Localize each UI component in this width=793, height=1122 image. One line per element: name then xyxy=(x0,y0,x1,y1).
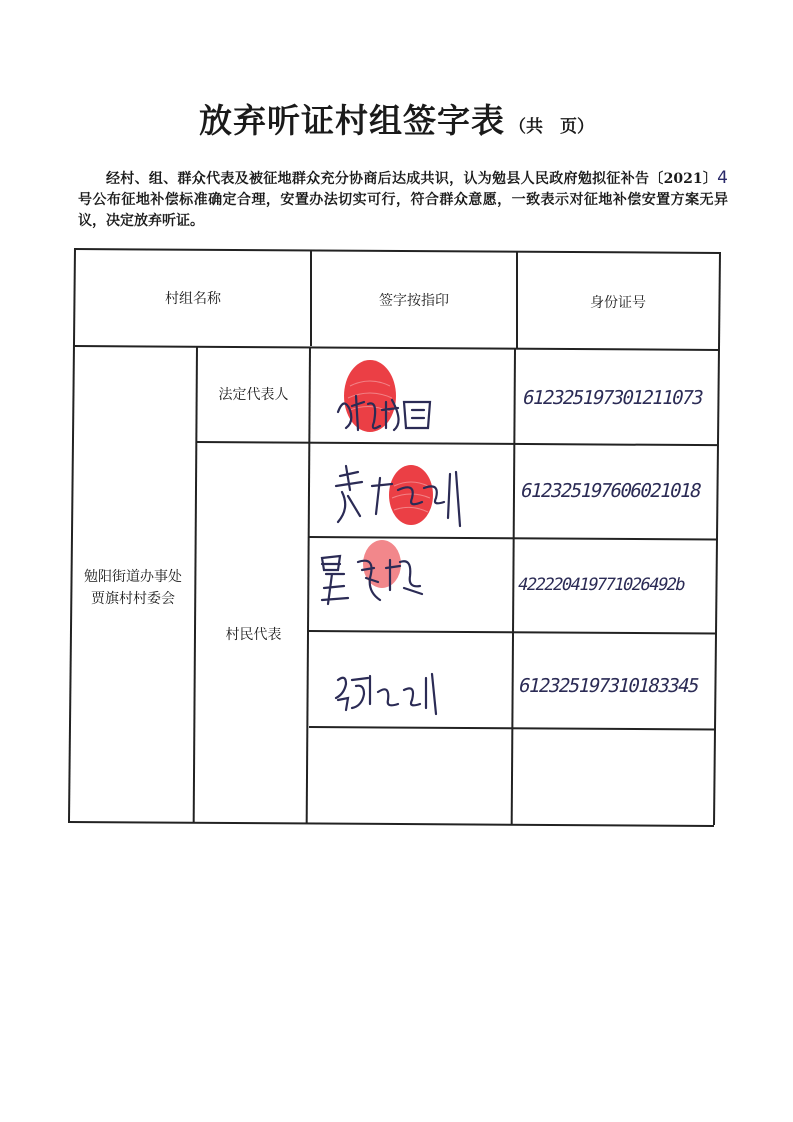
role-legal-representative: 法定代表人 xyxy=(218,387,289,403)
row-line-4 xyxy=(309,726,715,730)
intro-text-part1: 经村、组、群众代表及被征地群众充分协商后达成共识，认为勉县人民政府勉拟征补告〔2021〕 xyxy=(106,171,718,187)
page-title-row xyxy=(0,95,793,142)
intro-text-part2: 号公布征地补偿标准确定合理，安置办法切实可行，符合群众意愿，一致表示对征地补偿安置方案无异议，决定放弃听证。 xyxy=(78,192,728,229)
table-border-bottom xyxy=(68,821,714,826)
header-signature: 签字按指印 xyxy=(379,293,449,309)
org-name-line2: 贾旗村村委会 xyxy=(91,591,175,607)
body-col-line-sign xyxy=(511,349,516,825)
id-number-row3: 422220419771026492b xyxy=(515,575,687,595)
signature-row4 xyxy=(334,668,454,722)
header-org-name: 村组名称 xyxy=(165,291,221,307)
row-line-1 xyxy=(196,441,717,446)
row-line-3 xyxy=(309,630,716,634)
role-villager-representative: 村民代表 xyxy=(225,627,282,643)
intro-paragraph xyxy=(78,168,728,232)
signature-row3 xyxy=(316,548,436,612)
body-col-line-role xyxy=(306,347,311,823)
page-title: 放弃听证村组签字表 xyxy=(199,101,505,140)
header-divider xyxy=(74,345,719,350)
header-id-number: 身份证号 xyxy=(590,295,646,311)
signature-row2 xyxy=(332,462,472,536)
id-number-row2: 612325197606021018 xyxy=(518,480,703,502)
org-name xyxy=(70,566,196,610)
table-border-left xyxy=(68,248,76,821)
issue-number-handwritten: 4 xyxy=(717,168,728,188)
page-count-note: （共 页） xyxy=(509,117,594,137)
signature-row1 xyxy=(334,392,444,441)
id-number-row4: 612325197310183345 xyxy=(516,675,701,697)
table-border-right xyxy=(713,252,721,825)
org-name-line1: 勉阳街道办事处 xyxy=(84,569,182,585)
id-number-row1: 612325197301211073 xyxy=(520,387,705,409)
table-border-top xyxy=(74,248,720,253)
